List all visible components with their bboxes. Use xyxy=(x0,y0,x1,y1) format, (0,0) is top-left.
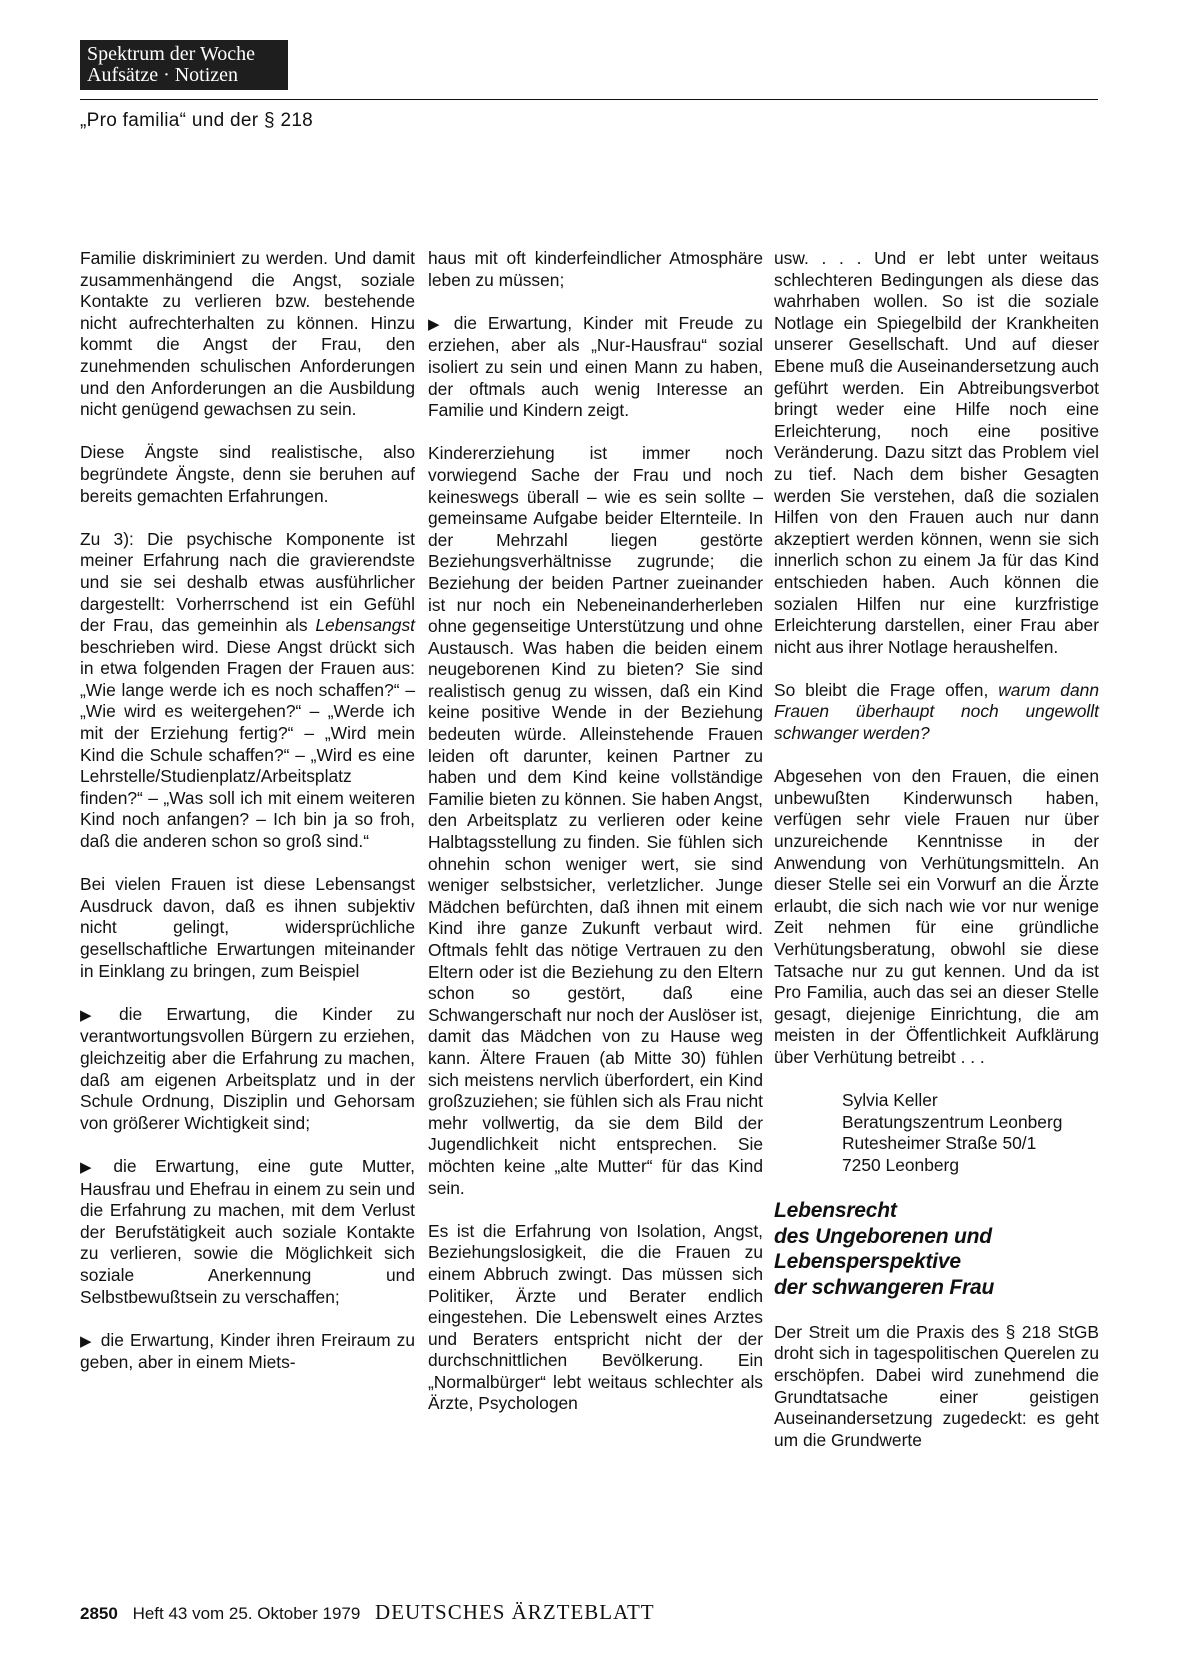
author-organization: Beratungszentrum Leonberg xyxy=(842,1111,1063,1132)
section-badge-line1: Spektrum der Woche xyxy=(87,43,255,65)
paragraph: Kindererziehung ist immer noch vorwiegend Sache der Frau und noch keineswegs überall – wie es sein sollte – gemeinsame Aufgabe beider Elternteile. In der Mehrzahl liegen gestörte Beziehungsverhältnisse zugrunde; die Beziehung der beiden Partner zueinander ist nur noch ein Nebeneinanderherleben ohne gegenseitige Unterstützung und ohne Austausch. Was haben die beiden einem neugeborenen Kind zu bieten? Sie sind realistisch genug zu wissen, daß ein Kind keine positive Wende in der Beziehung bedeuten würde. Alleinstehende Frauen leiden oft darunter, keinen Partner zu haben und dem Kind keine vollständige Familie bieten zu können. Sie haben Angst, den Arbeitsplatz zu verlieren oder keine Halbtagsstellung zu finden. Sie fühlen sich ohnehin schon weniger wert, sie sind weniger selbstsicher, verletzlicher. Junge Mädchen befürchten, daß ihnen mit einem Kind ihre ganze Zukunft verbaut wird. Oftmals fehlt das nötige Vertrauen zu den Eltern oder ist die Beziehung zu den Eltern schon so gestört, daß eine Schwangerschaft nur noch der Auslöser ist, damit das Mädchen von zu Hause weg kann. Ältere Frauen (ab Mitte 30) fühlen sich meistens nervlich überfordert, ein Kind großzuziehen; sie fühlen sich als Frau nicht mehr vollwertig, da sie dem Bild der Jugendlichkeit nicht entsprechen. Sie möchten keine „alte Mutter“ für das Kind sein. xyxy=(428,443,763,1198)
paragraph: Diese Ängste sind realistische, also begründete Ängste, denn sie beruhen auf bereits gemachten Erfahrungen. xyxy=(80,442,415,506)
subheading-line: Lebensrecht xyxy=(774,1199,897,1223)
text-column-1 xyxy=(80,248,415,1395)
emphasis-text: warum dann Frauen überhaupt noch ungewollt schwanger werden? xyxy=(774,679,1099,744)
paragraph: Bei vielen Frauen ist diese Lebensangst Ausdruck davon, daß es ihnen subjektiv nicht gelingt, widersprüchliche gesellschaftliche Erwartungen miteinander in Einklang zu bringen, zum Beispiel xyxy=(80,874,415,981)
author-signature xyxy=(842,1090,1099,1176)
author-city: 7250 Leonberg xyxy=(842,1154,960,1175)
text-column-3 xyxy=(774,248,1099,1473)
paragraph: Abgesehen von den Frauen, die einen unbewußten Kinderwunsch haben, verfügen sehr viele Frauen nur über unzureichende Kenntnisse in der Anwendung von Verhütungsmitteln. An dieser Stelle sei ein Vorwurf an die Ärzte erlaubt, die sich nach wie vor nur wenige Zeit nehmen für eine gründliche Verhütungsberatung, obwohl sie diese Tatsache nur zu gut kennen. Und da ist Pro Familia, auch das sei an dieser Stelle gesagt, diejenige Einrichtung, die am meisten in der Öffentlichkeit Aufklärung über Verhütung betreibt . . . xyxy=(774,766,1099,1067)
bullet-triangle-icon: ▶ xyxy=(80,1006,111,1024)
paragraph: Familie diskriminiert zu werden. Und damit zusammenhängend die Angst, soziale Kontakte zu verlieren bzw. bestehende nicht aufrechterhalten zu können. Hinzu kommt die Angst der Frau, den zunehmenden schulischen Anforderungen und den Anforderungen an die Ausbildung nicht genügend gewachsen zu sein. xyxy=(80,248,415,420)
journal-name: DEUTSCHES ÄRZTEBLATT xyxy=(375,1600,655,1624)
subheading-line: des Ungeborenen und xyxy=(774,1224,992,1248)
article-subheading xyxy=(774,1198,1099,1300)
section-badge-line2: Aufsätze · Notizen xyxy=(87,64,239,86)
bullet-triangle-icon: ▶ xyxy=(80,1158,106,1176)
issue-info: Heft 43 vom 25. Oktober 1979 xyxy=(132,1604,361,1623)
text-column-2 xyxy=(428,248,763,1437)
bullet-text: die Erwartung, die Kinder zu verantwortungsvollen Bürgern zu erziehen, gleichzeitig aber die Erfahrung zu machen, daß am eigenen Arbeitsplatz und in der Schule Ordnung, Disziplin und Gehorsam von größerer Wichtigkeit sind; xyxy=(80,1003,415,1133)
page-footer xyxy=(80,1600,655,1625)
paragraph-text: So bleibt die Frage offen, xyxy=(774,679,999,700)
bullet-text: die Erwartung, Kinder mit Freude zu erziehen, aber als „Nur-Hausfrau“ sozial isoliert zu sein und einen Mann zu haben, der oftmals auch wenig Interesse an Familie und Kindern zeigt. xyxy=(428,312,763,421)
paragraph xyxy=(80,529,415,853)
bullet-item xyxy=(80,1004,415,1135)
bullet-text: die Erwartung, eine gute Mutter, Hausfrau und Ehefrau in einem zu sein und die Erfahrung zu machen, mit dem Verlust der Berufstätigkeit auch soziale Kontakte zu verlieren, sowie die Möglichkeit sich soziale Anerkennung und Selbstbewußtsein zu verschaffen; xyxy=(80,1155,415,1307)
bullet-triangle-icon: ▶ xyxy=(428,315,446,333)
subheading-line: der schwangeren Frau xyxy=(774,1275,995,1299)
page-number: 2850 xyxy=(80,1604,118,1623)
bullet-triangle-icon: ▶ xyxy=(80,1332,93,1350)
header-rule xyxy=(80,99,1098,100)
paragraph: haus mit oft kinderfeindlicher Atmosphäre leben zu müssen; xyxy=(428,248,763,290)
running-title: „Pro familia“ und der § 218 xyxy=(80,110,314,131)
section-badge xyxy=(80,40,288,90)
bullet-text: die Erwartung, Kinder ihren Freiraum zu geben, aber in einem Miets- xyxy=(80,1329,415,1373)
bullet-item xyxy=(80,1156,415,1308)
paragraph: Es ist die Erfahrung von Isolation, Angst, Beziehungslosigkeit, die die Frauen zu einem Abbruch zwingt. Das müssen sich Politiker, Ärzte und Berater endlich eingestehen. Die Lebenswelt eines Arztes und Beraters entspricht nicht der der durchschnittlichen Bevölkerung. Ein „Normalbürger“ lebt weitaus schlechter als Ärzte, Psychologen xyxy=(428,1220,763,1414)
paragraph: usw. . . . Und er lebt unter weitaus schlechteren Bedingungen als diese das wahrhaben wollen. So ist die soziale Notlage ein Spiegelbild der Krankheiten unserer Gesellschaft. Und auf dieser Ebene muß die Auseinandersetzung auch geführt werden. Ein Abtreibungsverbot bringt weder eine Hilfe noch eine Erleichterung, noch eine positive Veränderung. Dazu sitzt das Problem viel zu tief. Nach dem bisher Gesagten werden Sie verstehen, daß die sozialen Hilfen von den Frauen auch nur dann akzeptiert werden können, wenn sie sich innerlich schon zu einem Ja für das Kind entschieden haben. Auch können die sozialen Hilfen nur eine kurzfristige Erleichterung darstellen, einer Frau aber nicht aus ihrer Notlage heraushelfen. xyxy=(774,248,1099,657)
emphasis-text: Lebensangst xyxy=(315,615,415,636)
author-street: Rutesheimer Straße 50/1 xyxy=(842,1133,1037,1154)
paragraph-text: Zu 3): Die psychische Komponente ist meiner Erfahrung nach die gravierendste und sie sei deshalb etwas ausführlicher dargestellt: Vorherrschend ist ein Gefühl der Frau, das gemeinhin als xyxy=(80,528,415,636)
paragraph: Der Streit um die Praxis des § 218 StGB droht sich in tagespolitischen Querelen zu erschöpfen. Dabei wird zunehmend die Grundtatsache einer geistigen Auseinandersetzung zugedeckt: es geht um die Grundwerte xyxy=(774,1321,1099,1450)
paragraph-text: beschrieben wird. Diese Angst drückt sich in etwa folgenden Fragen der Frauen aus: „Wie lange werde ich es noch schaffen?“ – „Wie wird es weitergehen?“ – „Werde ich mit der Erziehung fertig?“ – „Wird mein Kind die Schule schaffen?“ – „Wird es eine Lehrstelle/Studienplatz/Arbeitsplatz finden?“ – „Was soll ich mit einem weiteren Kind noch anfangen? – Ich bin ja so froh, daß die anderen schon so groß sind.“ xyxy=(80,636,415,852)
bullet-item xyxy=(428,313,763,422)
bullet-item xyxy=(80,1330,415,1374)
subheading-line: Lebensperspektive xyxy=(774,1250,961,1274)
author-name: Sylvia Keller xyxy=(842,1090,938,1111)
paragraph xyxy=(774,680,1099,745)
